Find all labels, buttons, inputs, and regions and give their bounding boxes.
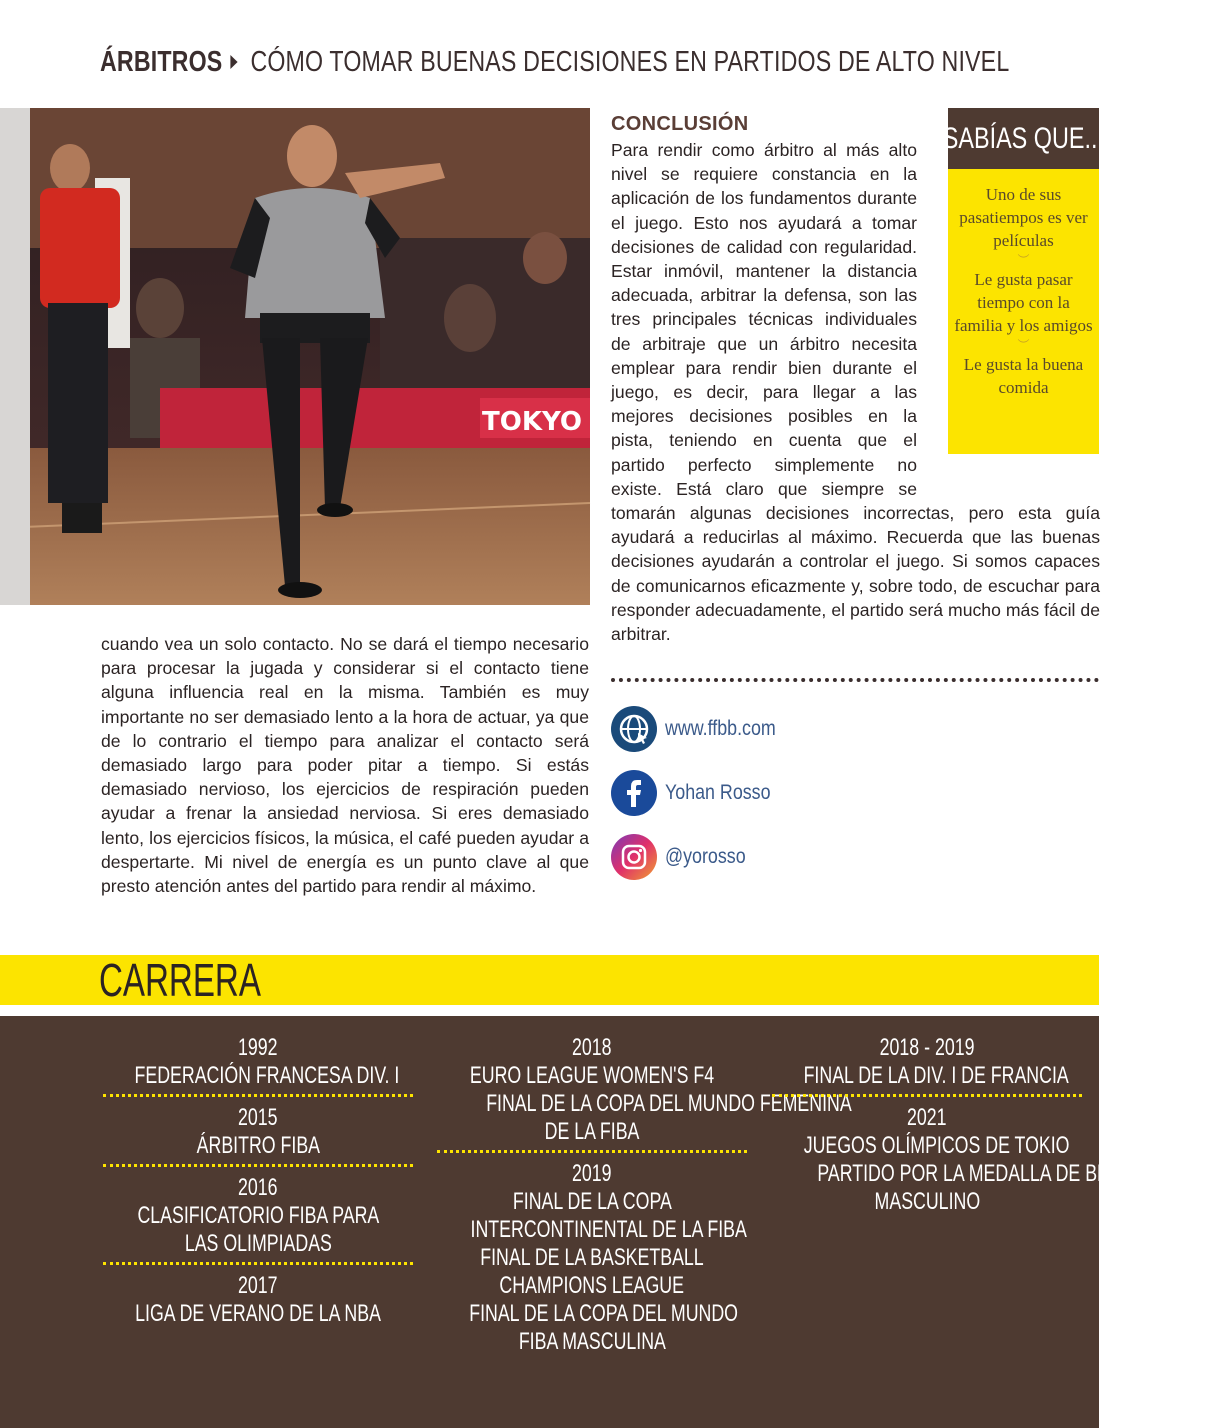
- career-entry: [422, 1034, 852, 1146]
- career-event: [88, 1062, 428, 1090]
- career-event-text: FEDERACIÓN FRANCESA DIV. I: [134, 1062, 400, 1089]
- career-divider: [437, 1150, 747, 1153]
- career-event-text: EURO LEAGUE WOMEN'S F4: [469, 1062, 715, 1089]
- instagram-link-text[interactable]: @yorosso: [665, 845, 746, 868]
- career-year-text: 2015: [238, 1104, 278, 1131]
- career-event: [422, 1300, 762, 1328]
- career-divider: [772, 1094, 1082, 1097]
- career-event-text: FINAL DE LA COPA DEL MUNDO FEMENINA: [486, 1090, 852, 1117]
- career-entry: [88, 1272, 428, 1328]
- career-event: [422, 1062, 762, 1090]
- career-year-text: 2017: [238, 1272, 278, 1299]
- did-you-know-box: [942, 108, 1105, 454]
- career-year: [88, 1034, 428, 1062]
- fact-item: Le gusta pasar tiempo con la familia y los amigos: [954, 270, 1093, 335]
- career-event: [757, 1160, 1162, 1188]
- career-year: [757, 1104, 1097, 1132]
- career-year: [88, 1272, 428, 1300]
- career-entry: [757, 1104, 1162, 1216]
- fact-item: Uno de sus pasatiempos es ver películas: [959, 185, 1088, 250]
- career-event: [757, 1062, 1097, 1090]
- career-event-text: LIGA DE VERANO DE LA NBA: [135, 1300, 381, 1327]
- career-divider: [103, 1164, 413, 1167]
- facebook-icon: [611, 770, 657, 816]
- section-label: ÁRBITROS: [100, 45, 223, 78]
- career-event: [422, 1118, 762, 1146]
- web-link[interactable]: [611, 706, 795, 752]
- career-entry: [757, 1034, 1097, 1090]
- career-event: [88, 1230, 428, 1258]
- conclusion-text: Para rendir como árbitro al más alto nivel se requiere constancia en la aplicación de los fundamentos durante el juego. Esto nos ayudará a tomar decisiones de calidad con regularidad. Estar inmóvil, mantener la distancia adecuada, arbitrar la defensa, son las tres principales técnicas individuales de arbitraje que un árbitro necesita emplear para rendir bien durante el juego, es decir, para llegar a las mejores decisiones posibles en la pista, teniendo en cuenta que el partido perfecto simplemente no existe. Está claro que siempre se tomarán algunas decisiones incorrectas, pero esta guía ayudará a reducirlas al máximo. Recuerda que las buenas decisiones ayudarán a controlar el juego. Si somos capaces de comunicarnos eficazmente y, sobre todo, de escuchar para responder adecuadamente, el partido será mucho más fácil de arbitrar.: [611, 140, 1100, 645]
- career-entry: [88, 1104, 428, 1160]
- career-event-text: INTERCONTINENTAL DE LA FIBA: [470, 1216, 747, 1243]
- did-you-know-title: [942, 108, 1105, 169]
- facebook-link-text[interactable]: Yohan Rosso: [665, 781, 771, 804]
- career-year: [422, 1160, 762, 1188]
- globe-icon: [611, 706, 657, 752]
- career-event-text: ÁRBITRO FIBA: [196, 1132, 320, 1159]
- career-event-text: FINAL DE LA COPA DEL MUNDO: [469, 1300, 738, 1327]
- career-year: [422, 1034, 762, 1062]
- career-year-text: 2018: [572, 1034, 612, 1061]
- referee-photo: [0, 108, 610, 605]
- career-event: [422, 1244, 762, 1272]
- career-column-3: [757, 1034, 1162, 1216]
- career-event: [88, 1300, 428, 1328]
- career-year: [757, 1034, 1097, 1062]
- instagram-link[interactable]: [611, 834, 760, 880]
- career-divider: [103, 1262, 413, 1265]
- career-entry: [88, 1174, 428, 1258]
- career-event: [422, 1188, 762, 1216]
- career-year-text: 2018 - 2019: [879, 1034, 975, 1061]
- page-title: CÓMO TOMAR BUENAS DECISIONES EN PARTIDOS DE ALTO NIVEL: [250, 45, 1010, 78]
- career-event-text: DE LA FIBA: [544, 1118, 640, 1145]
- career-event-text: JUEGOS OLÍMPICOS DE TOKIO: [803, 1132, 1070, 1159]
- facebook-link[interactable]: [611, 770, 789, 816]
- career-event: [757, 1132, 1097, 1160]
- did-you-know-title-text: SABÍAS QUE...: [942, 121, 1105, 155]
- career-year-text: 2016: [238, 1174, 278, 1201]
- fact-item: Le gusta la buena comida: [963, 355, 1084, 397]
- career-divider: [103, 1094, 413, 1097]
- tokyo-banner-text: TOKYO 2: [482, 407, 610, 437]
- career-year: [88, 1174, 428, 1202]
- career-event-text: FINAL DE LA COPA: [512, 1188, 672, 1215]
- web-link-text[interactable]: www.ffbb.com: [665, 717, 776, 740]
- article-body-left: cuando vea un solo contacto. No se dará el tiempo necesario para procesar la jugada y considerar si el contacto tiene alguna influencia real en la misma. También es muy importante no ser demasiado lento a la hora de actuar, ya que de lo contrario el tiempo para analizar el contacto será demasiado largo para poder pitar a tiempo. Si estás demasiado nervioso, los ejercicios de respiración pueden ayudar a frenar la ansiedad nerviosa. Si eres demasiado lento, los ejercicios físicos, la música, el café pueden ayudar a despertarte. Mi nivel de energía es un punto clave al que presto atención antes del partido para rendir al máximo.: [101, 634, 589, 897]
- instagram-icon: [611, 834, 657, 880]
- career-event: [422, 1328, 762, 1356]
- career-entry: [88, 1034, 428, 1090]
- career-event: [88, 1132, 428, 1160]
- dotted-divider: [611, 678, 1099, 682]
- career-year: [88, 1104, 428, 1132]
- career-event: [757, 1188, 1097, 1216]
- career-column-1: [88, 1034, 428, 1328]
- career-event-text: FINAL DE LA DIV. I DE FRANCIA: [803, 1062, 1069, 1089]
- career-heading-text: CARRERA: [99, 954, 261, 1006]
- career-event-text: FINAL DE LA BASKETBALL: [480, 1244, 704, 1271]
- career-event-text: PARTIDO POR LA MEDALLA DE BRONCE: [817, 1160, 1162, 1187]
- career-heading: [99, 955, 324, 1005]
- caret-right-icon: [230, 55, 237, 69]
- career-entry: [422, 1160, 762, 1356]
- career-event: [422, 1090, 852, 1118]
- career-column-2: [422, 1034, 852, 1356]
- conclusion-heading: CONCLUSIÓN: [611, 113, 749, 135]
- career-event-text: CLASIFICATORIO FIBA PARA: [137, 1202, 379, 1229]
- page-header: [100, 40, 1010, 84]
- career-year-text: 2021: [907, 1104, 947, 1131]
- career-event-text: MASCULINO: [874, 1188, 980, 1215]
- career-year-text: 1992: [238, 1034, 278, 1061]
- career-event: [422, 1272, 762, 1300]
- fact-separator-icon: ︶: [1017, 253, 1030, 267]
- career-event-text: FIBA MASCULINA: [518, 1328, 666, 1355]
- career-event: [422, 1216, 762, 1244]
- career-event-text: CHAMPIONS LEAGUE: [499, 1272, 685, 1299]
- career-event-text: LAS OLIMPIADAS: [184, 1230, 332, 1257]
- fact-separator-icon: ︶: [1017, 338, 1030, 352]
- career-event: [88, 1202, 428, 1230]
- career-year-text: 2019: [572, 1160, 612, 1187]
